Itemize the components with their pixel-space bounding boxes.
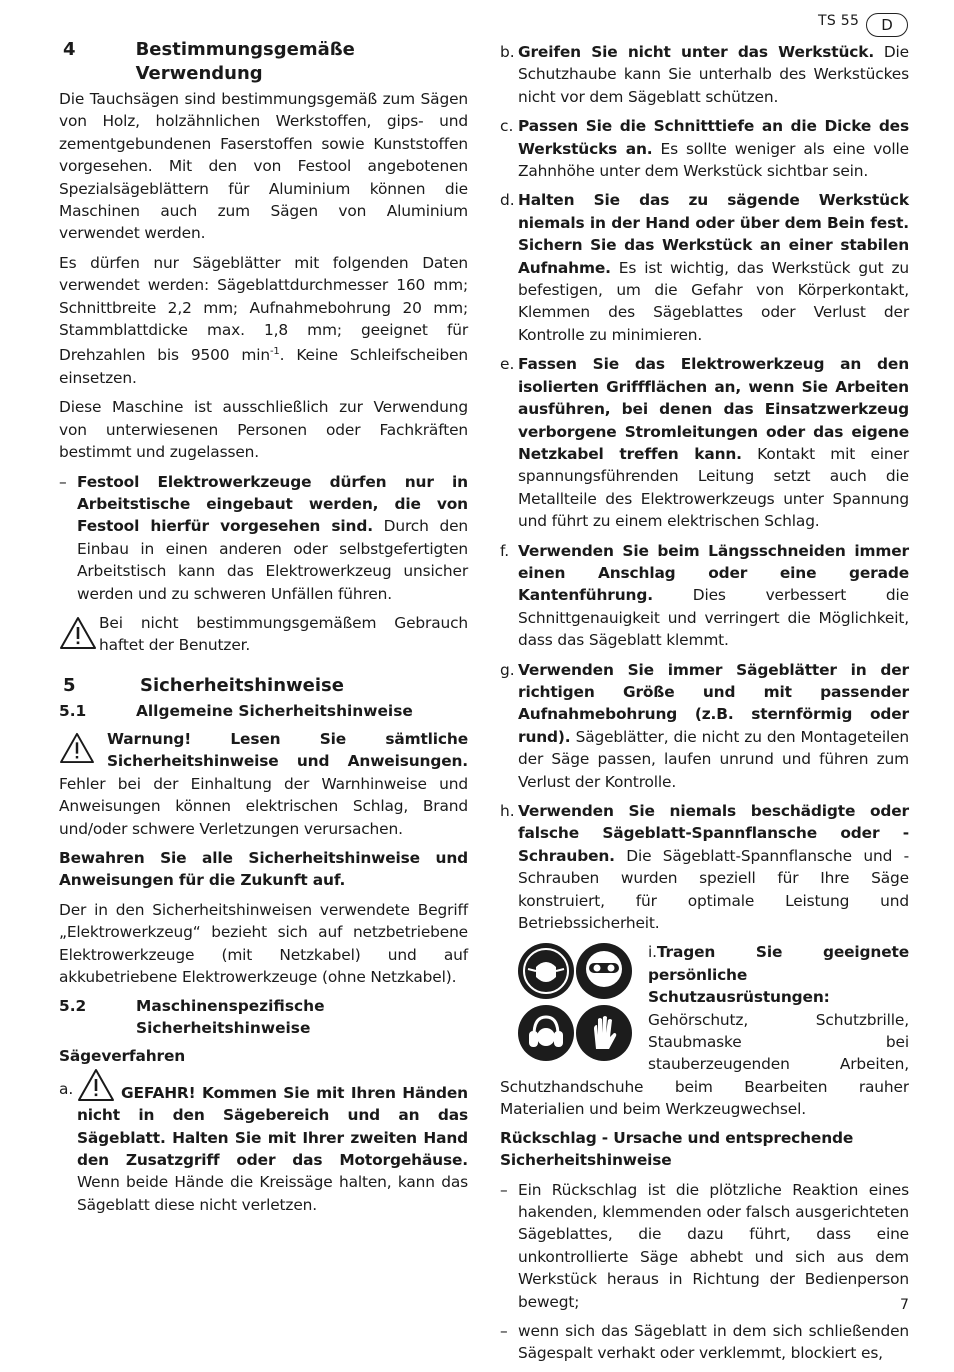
item-f: f. Verwenden Sie beim Längsschneiden immer einen Anschlag oder eine gerade Kantenführung. Dies verbessert die Schnittgenauigkeit und verringert die Möglichkeit, dass das Sägeblatt klemmt. <box>500 541 909 650</box>
dash-item: – Festool Elektrowerkzeuge dürfen nur in Arbeitstische eingebaut werden, die von Festool hierfür vorgesehen sind. Durch den Einbau in einen anderen oder selbstgefertigten Arbeitstisch kann das Elektrowerkzeug unsicher werden und zu schweren Unfällen führen. <box>59 472 468 603</box>
left-column <box>59 38 468 1223</box>
paragraph: Diese Maschine ist ausschließlich zur Verwendung von unterwiesenen Personen oder Fachkräften bestimmt und zugelassen. <box>59 398 468 462</box>
item-b: b. Greifen Sie nicht unter das Werkstück. Die Schutzhaube kann Sie unterhalb des Werkstückes nicht vor dem Sägeblatt schützen. <box>500 43 909 106</box>
item-g: g. Verwenden Sie immer Sägeblätter in der richtigen Größe und mit passender Aufnahmebohrung (z.B. sternförmig oder rund). Sägeblätter, die nicht zu den Montageteilen der Säge passen, laufen unrund und führen zum Verlust der Kontrolle. <box>500 660 909 791</box>
item-e: e. Fassen Sie das Elektrowerkzeug an den isolierten Griffflächen an, wenn Sie Arbeiten ausführen, bei denen das Einsatzwerkzeug verborgene Stromleitungen oder das eigene Netzkabel treffen kann. Kontakt mit einer spannungsführenden Leitung setzt auch die Metallteile des Elektrowerkzeugs unter Spannung und führt zu einem elektrischen Schlag. <box>500 355 909 531</box>
ear-protection-icon <box>518 1005 574 1061</box>
dash-item: – Ein Rückschlag ist die plötzliche Reaktion eines hakenden, klemmenden oder falsch ausgerichteten Sägeblattes, die dazu führt, dass eine unkontrollierte Säge abhebt und sich aus dem Werkstück heraus in Richtung der Bedienperson bewegt; <box>500 1180 909 1311</box>
section-4-heading: 4 Bestimmungsgemäße Verwendung <box>63 39 355 84</box>
ppe-icons <box>518 943 640 1067</box>
dust-mask-icon <box>518 943 574 999</box>
warning-triangle-icon <box>59 616 99 654</box>
item-i: i.Tragen Sie geeignete persönliche Schutzausrüstungen: Gehörschutz, Schutzbrille, Staubmaske bei stauberzeugenden Arbeiten, Schutzhandschuhe beim Bearbeiten rauher Materialien und beim Werkzeugwechsel. <box>500 943 909 1119</box>
warning-triangle-icon <box>77 1068 115 1098</box>
language-badge: D <box>866 13 908 37</box>
right-column <box>500 41 909 1372</box>
paragraph: Es dürfen nur Sägeblätter mit folgenden Daten verwendet werden: Sägeblattdurchmesser 160 mm; Schnittbreite 2,2 mm; Aufnahmebohrung 20 mm; Stammblattdicke max. 1,8 mm; geeignet für Drehzahlen bis 9500 $\min^{-1}$. Keine Schleifscheiben einsetzen. <box>59 253 468 387</box>
keep-instructions: Bewahren Sie alle Sicherheitshinweise und Anweisungen für die Zukunft auf. <box>59 848 468 890</box>
term-definition: Der in den Sicherheitshinweisen verwendete Begriff „Elektrowerkzeug“ bezieht sich auf netzbetriebene Elektrowerkzeuge (mit Netzkabel) und auf akkubetriebene Elektrowerkzeuge (ohne Netzkabel). <box>59 900 468 986</box>
sawing-heading: Sägeverfahren <box>59 1047 186 1066</box>
dash-item: – wenn sich das Sägeblatt in dem sich schließenden Sägespalt verhakt oder verklemmt, blockiert es, <box>500 1321 909 1363</box>
item-d: d. Halten Sie das zu sägende Werkstück niemals in der Hand oder über dem Bein fest. Sichern Sie das Werkstück an einer stabilen Aufnahme. Es ist wichtig, das Werkstück gut zu befestigen, um die Gefahr von Körperkontakt, Klemmen des Sägeblattes oder Verlust der Kontrolle zu minimieren. <box>500 191 909 344</box>
kickback-heading: Rückschlag - Ursache und entsprechende Sicherheitshinweise <box>500 1128 854 1170</box>
section-5-1-heading: 5.1 Allgemeine Sicherheitshinweise <box>59 701 413 720</box>
model-label: TS 55 <box>818 13 860 29</box>
item-a: a. GEFAHR! Kommen Sie mit Ihren Händen nicht in den Sägebereich und an das Sägeblatt. Halten Sie mit Ihrer zweiten Hand den Zusatzgriff oder das Motorgehäuse. Wenn beide Hände die Kreissäge halten, kann das Sägeblatt diese nicht verletzen. <box>59 1078 468 1216</box>
warning-note: Bei nicht bestimmungsgemäßem Gebrauch haftet der Benutzer. <box>59 612 468 657</box>
general-warning: Warnung! Lesen Sie sämtliche Sicherheitshinweise und Anweisungen. Fehler bei der Einhaltung der Warnhinweise und Anweisungen können elektrischen Schlag, Brand und/oder schwere Verletzungen verursachen. <box>59 729 468 838</box>
warning-triangle-icon <box>59 732 95 764</box>
section-5-heading: 5 Sicherheitshinweise <box>63 674 344 696</box>
paragraph: Die Tauchsägen sind bestimmungsgemäß zum Sägen von Holz, holzähnlichen Werkstoffen, gips- und zementgebundenen Faserstoffen sowie Kunststoffen vorgesehen. Mit den von Festool angebotenen Spezialsägeblättern für Aluminium können die Maschinen auch zum Sägen von Aluminium verwendet werden. <box>59 90 468 243</box>
safety-items <box>500 41 909 934</box>
item-h: h. Verwenden Sie niemals beschädigte oder falsche Sägeblatt-Spannflansche oder -Schrauben. Die Sägeblatt-Spannflansche und -Schrauben wurden speziell für Ihre Säge konstruiert, für optimale Leistung und Betriebssicherheit. <box>500 802 909 933</box>
safety-goggles-icon <box>576 943 632 999</box>
page-number: 7 <box>900 1297 909 1313</box>
item-c: c. Passen Sie die Schnitttiefe an die Dicke des Werkstücks an. Es sollte weniger als eine volle Zahnhöhe unter dem Werkstück sichtbar sein. <box>500 117 909 181</box>
gloves-icon <box>576 1005 632 1061</box>
section-5-2-heading: 5.2 Maschinenspezifische Sicherheitshinweise <box>59 997 325 1038</box>
